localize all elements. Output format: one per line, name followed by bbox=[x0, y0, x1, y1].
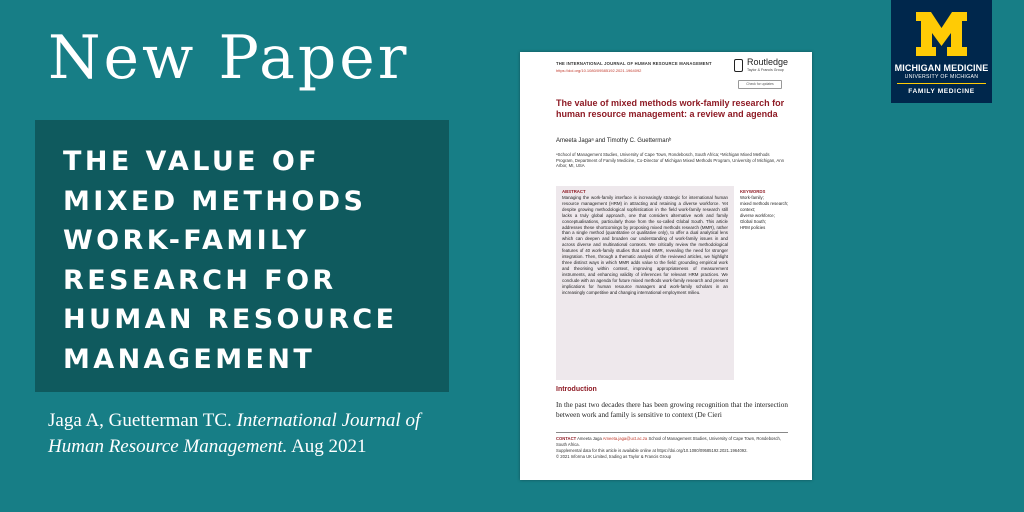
contact-line bbox=[556, 436, 790, 448]
title-line: HUMAN RESOURCE bbox=[63, 304, 398, 335]
title-line: THE VALUE OF bbox=[63, 146, 321, 177]
headline: New Paper bbox=[48, 23, 410, 93]
title-line: MIXED METHODS bbox=[63, 185, 367, 217]
logo-department: FAMILY MEDICINE bbox=[908, 88, 975, 95]
keywords-heading: KEYWORDS bbox=[740, 189, 766, 194]
check-for-updates-button[interactable]: Check for updates bbox=[738, 80, 782, 89]
publisher-name: Routledge bbox=[747, 57, 789, 67]
footnote-divider bbox=[556, 432, 788, 433]
contact-email-link[interactable]: Ameeta.jaga@uct.ac.za bbox=[602, 436, 648, 441]
title-line: MANAGEMENT bbox=[63, 343, 316, 375]
paper-preview bbox=[520, 52, 812, 480]
title-line: RESEARCH FOR bbox=[63, 264, 337, 296]
paper-article-title: The value of mixed methods work-family research for human resource management: a review and agenda bbox=[556, 98, 785, 119]
abstract-text: Managing the work-family interface is increasingly strategic for international human resource management (HRM) in attracting and retaining a diverse workforce. Yet despite growing methodological sophistication in the field work-family research still lacks a truly global approach, one that considers alternative work and family conceptualisations, particularly those from the so-called Global South. This article addresses these shortcomings by proposing mixed methods research (MMR), rather than a single method (quantitative or qualitative only), to offer a dual analytical lens which can deepen and broaden our understanding of work-family issues in and across diverse and multinational contexts. We critically review the methodological features of 40 work-family studies that used MMR, revealing the need for stronger integration. Then, through a thematic analysis of the reviewed articles, we highlight three distinct ways in which MMR adds value to the field: grounding empirical work and theorising within context, improving appropriateness of measurement instruments, and enhancing validity of inferences for relevant HRM practices. We conclude with an agenda for future mixed methods work-family research and present implications for human resource managers and work-family scholars in an increasingly competitive and changing international employment milieu. bbox=[562, 195, 728, 295]
contact-label: CONTACT bbox=[556, 436, 577, 441]
block-m-icon bbox=[891, 6, 992, 64]
citation bbox=[48, 408, 468, 460]
keyword-item: Work-family; bbox=[740, 195, 764, 200]
keyword-item: diverse workforce; bbox=[740, 213, 775, 218]
keyword-item: Global South; bbox=[740, 219, 767, 224]
paper-doi-link[interactable]: https://doi.org/10.1080/09585192.2021.1964092 bbox=[556, 68, 642, 73]
intro-heading: Introduction bbox=[556, 386, 597, 393]
routledge-logo-icon bbox=[734, 59, 743, 72]
publisher-subtitle: Taylor & Francis Group bbox=[747, 68, 784, 72]
logo-name: MICHIGAN MEDICINE bbox=[894, 63, 989, 73]
title-line: WORK-FAMILY bbox=[63, 225, 310, 256]
citation-date: Aug 2021 bbox=[291, 436, 367, 457]
paper-title-box bbox=[35, 120, 449, 392]
keyword-item: HRM policies bbox=[740, 225, 766, 230]
intro-text: In the past two decades there has been growing recognition that the intersection between work and family is sensitive to context (De Cieri bbox=[556, 401, 788, 419]
paper-footnotes bbox=[556, 436, 790, 460]
paper-journal-header: THE INTERNATIONAL JOURNAL OF HUMAN RESOURCE MANAGEMENT bbox=[556, 61, 712, 66]
keyword-item: context; bbox=[740, 207, 756, 212]
citation-authors: Jaga A, Guetterman TC. bbox=[48, 410, 232, 431]
contact-name: Ameeta Jaga bbox=[577, 436, 602, 441]
contact-address: School of Management Studies, University of Cape Town, Rondebosch, South Africa. bbox=[556, 436, 782, 447]
copyright-note: © 2021 Informa UK Limited, trading as Taylor & Francis Group bbox=[556, 454, 672, 459]
abstract-heading: ABSTRACT bbox=[562, 189, 586, 194]
paper-affiliations: ᵃSchool of Management Studies, University of Cape Town, Rondebosch, South Africa; ᵇMichigan Mixed Methods Program, Department of Family Medicine, Co-Director of Michigan Mixed Methods Program, University of Michigan, Ann Arbor, MI, USA bbox=[556, 152, 785, 169]
supplemental-note: Supplemental data for this article is available online at https://doi.org/10.1080/09585192.2021.1964092. bbox=[556, 448, 748, 453]
logo-subtitle: UNIVERSITY OF MICHIGAN bbox=[904, 74, 979, 80]
keyword-item: mixed methods research; bbox=[740, 201, 789, 206]
michigan-medicine-logo bbox=[891, 0, 992, 103]
logo-divider bbox=[897, 83, 986, 84]
paper-authors: Ameeta Jagaᵃ and Timothy C. Guettermanᵇ bbox=[556, 138, 672, 144]
citation-journal: International Journal of Human Resource Management. bbox=[48, 410, 421, 457]
